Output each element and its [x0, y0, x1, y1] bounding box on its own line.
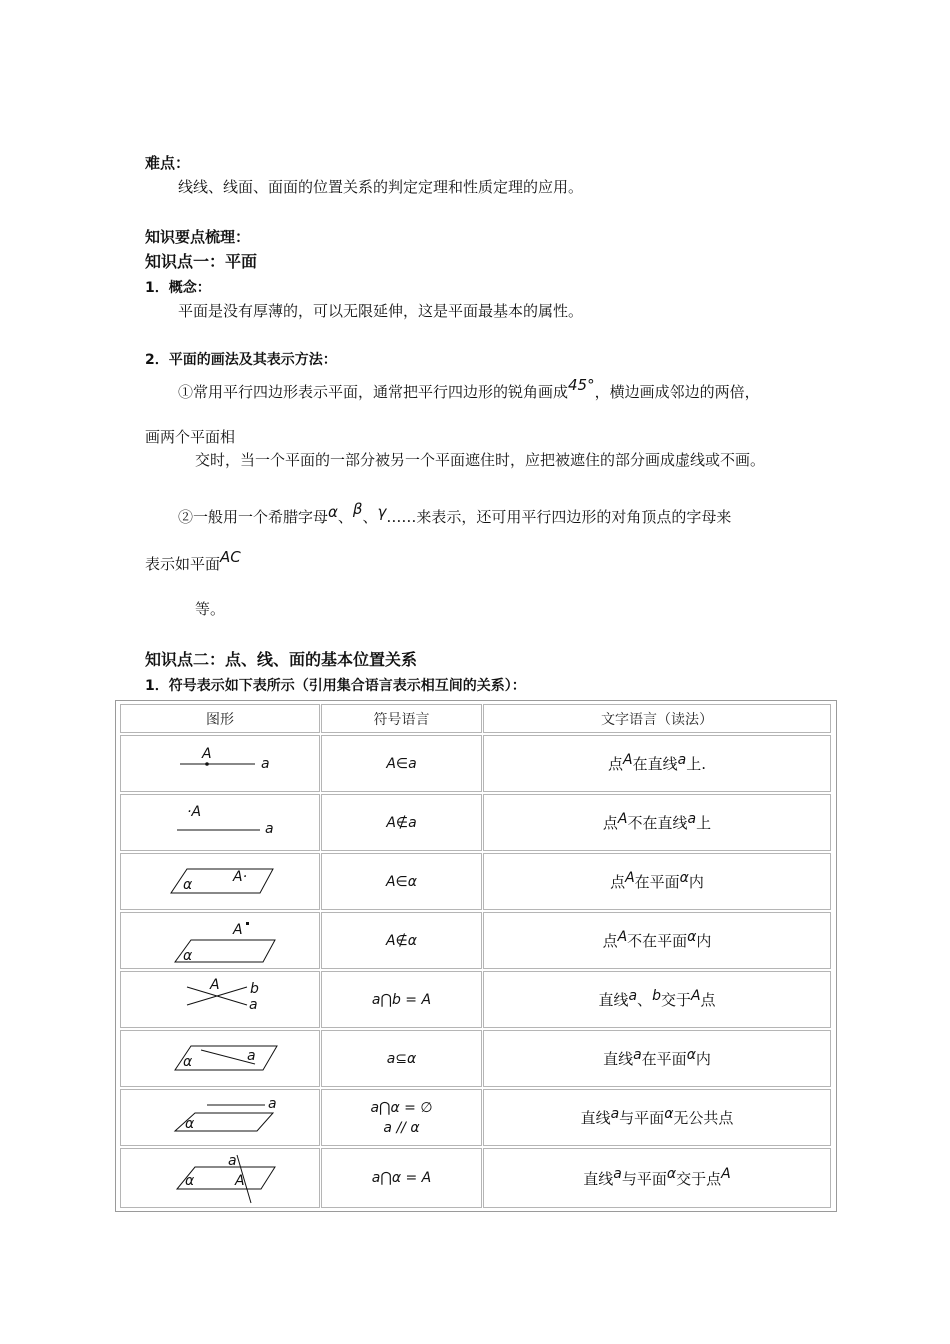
label-alpha: α [183, 876, 193, 893]
label-alpha: α [185, 1173, 195, 1189]
symbol-row-3: A∈α [321, 853, 482, 910]
alpha-symbol: α [328, 503, 338, 521]
figure-line-parallel-plane [120, 1089, 320, 1146]
point1-title: 知识点一：平面 [145, 252, 258, 271]
label-a: a [268, 1095, 277, 1112]
text-row-6: 直线 a 在平面 α 内 [483, 1030, 831, 1087]
symbol-row-2: A∉a [321, 794, 482, 851]
naming-text-a: ②一般用一个希腊字母 [178, 508, 329, 526]
symbol-row-6: a⊆α [321, 1030, 482, 1087]
label-alpha: α [185, 1115, 195, 1132]
symbol-row-7-line1: a⋂α = ∅ [370, 1099, 433, 1116]
plane-ac-label: AC [220, 548, 241, 566]
difficulty-heading: 难点： [145, 154, 191, 172]
drawing-line3: 交时，当一个平面的一部分被另一个平面遮住时，应把被遮住的部分画成虚线或不画。 [195, 451, 766, 469]
figure-line-intersects-plane [120, 1148, 320, 1208]
naming-line1 [178, 500, 732, 526]
figure-point-off-plane [120, 912, 320, 969]
text-row-1: 点 A 在直线 a 上. [483, 735, 831, 792]
outline-heading: 知识要点梳理： [145, 228, 251, 246]
symbol-row-7 [321, 1089, 482, 1146]
text-row-3: 点 A 在平面 α 内 [483, 853, 831, 910]
naming-sep1: 、 [337, 508, 353, 526]
table-intro: 1．符号表示如下表所示（引用集合语言表示相互间的关系）： [145, 678, 526, 694]
figure-lines-intersect [120, 971, 320, 1028]
text-row-4: 点 A 不在平面 α 内 [483, 912, 831, 969]
text-row-7: 直线 a 与平面 α 无公共点 [483, 1089, 831, 1146]
concept-label: 1．概念： [145, 280, 211, 296]
label-a: a [228, 1153, 237, 1169]
angle-45: 45° [568, 376, 595, 394]
naming-sep2: 、 [362, 508, 378, 526]
figure-point-in-plane [120, 853, 320, 910]
drawing-line1-text-a: ①常用平行四边形表示平面，通常把平行四边形的锐角画成 [178, 383, 569, 401]
label-b: b [250, 980, 259, 997]
drawing-line1-text-b: ，横边画成邻边的两倍， [594, 383, 760, 401]
label-A: A· [233, 868, 248, 885]
drawing-line1 [178, 376, 760, 401]
symbol-row-8: a⋂α = A [321, 1148, 482, 1208]
figure-line-in-plane [120, 1030, 320, 1087]
label-A: A [210, 976, 220, 993]
relations-table [115, 700, 837, 1212]
drawing-label: 2．平面的画法及其表示方法： [145, 352, 337, 368]
text-row-2: 点 A 不在直线 a 上 [483, 794, 831, 851]
header-figure: 图形 [120, 704, 320, 733]
label-a: a [261, 755, 270, 772]
header-symbol: 符号语言 [321, 704, 482, 733]
difficulty-text: 线线、线面、面面的位置关系的判定定理和性质定理的应用。 [178, 178, 584, 196]
naming-line2 [145, 548, 241, 573]
label-A: A [202, 745, 212, 762]
header-text: 文字语言（读法） [483, 704, 831, 733]
drawing-line2: 画两个平面相 [145, 428, 236, 446]
label-a: a [247, 1047, 256, 1064]
symbol-row-5: a⋂b = A [321, 971, 482, 1028]
symbol-row-7-line2: a // α [383, 1119, 420, 1136]
text-row-8: 直线 a 与平面 α 交于点 A [483, 1148, 831, 1208]
gamma-symbol: γ [377, 503, 387, 521]
symbol-row-4: A∉α [321, 912, 482, 969]
point2-title: 知识点二：点、线、面的基本位置关系 [145, 650, 418, 669]
label-A: A [235, 1173, 245, 1189]
beta-symbol: β [352, 500, 363, 518]
label-alpha: α [183, 1053, 193, 1070]
naming-line3: 等。 [195, 600, 226, 618]
figure-point-off-line [120, 794, 320, 851]
label-a: a [265, 820, 274, 837]
text-row-5: 直线 a 、 b 交于 A 点 [483, 971, 831, 1028]
concept-text: 平面是没有厚薄的，可以无限延伸，这是平面最基本的属性。 [178, 302, 584, 320]
naming-line2-text: 表示如平面 [145, 555, 221, 573]
label-alpha: α [183, 947, 193, 964]
label-A: ·A [187, 803, 202, 820]
naming-text-b: ……来表示，还可用平行四边形的对角顶点的字母来 [386, 508, 732, 526]
label-A: A [233, 921, 243, 938]
symbol-row-1: A∈a [321, 735, 482, 792]
label-a: a [249, 996, 258, 1013]
figure-point-on-line [120, 735, 320, 792]
